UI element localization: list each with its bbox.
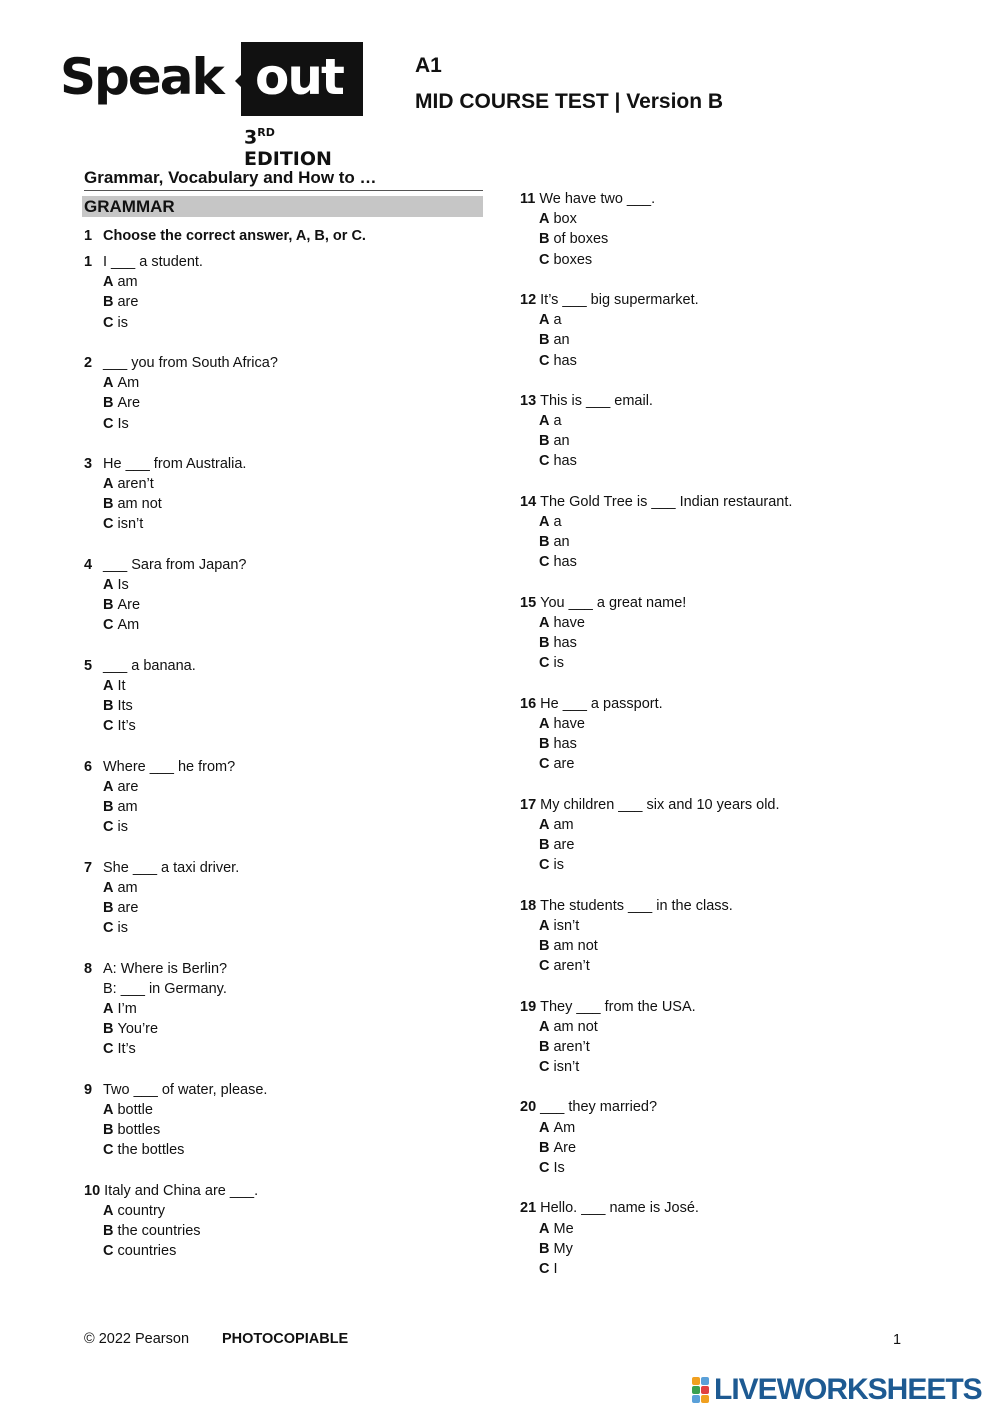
question-text: Two ___ of water, please. xyxy=(103,1081,268,1098)
option-letter: A xyxy=(103,577,114,593)
question-17 xyxy=(520,795,792,876)
option-text: It’s xyxy=(117,1041,136,1058)
question-text: B: ___ in Germany. xyxy=(103,980,227,997)
question-stem xyxy=(84,353,278,373)
answer-option[interactable] xyxy=(520,734,792,754)
exercise-instruction xyxy=(84,228,366,244)
answer-option[interactable] xyxy=(520,1037,792,1057)
question-stem xyxy=(84,1080,278,1100)
option-text: is xyxy=(117,920,128,937)
option-letter: B xyxy=(539,1038,550,1055)
option-letter: C xyxy=(103,415,114,432)
grammar-heading: GRAMMAR xyxy=(82,196,483,217)
question-15 xyxy=(520,593,792,674)
question-19 xyxy=(520,997,792,1078)
answer-option[interactable] xyxy=(84,898,278,918)
option-text: Are xyxy=(553,1139,577,1156)
question-12 xyxy=(520,290,792,371)
answer-option[interactable] xyxy=(84,1140,278,1160)
question-stem xyxy=(84,858,278,878)
option-text: have xyxy=(553,715,585,732)
option-letter: B xyxy=(103,496,114,513)
liveworksheets-text: LIVEWORKSHEETS xyxy=(714,1373,982,1406)
answer-option[interactable] xyxy=(84,272,278,292)
question-13 xyxy=(520,391,792,472)
question-text: He ___ from Australia. xyxy=(103,455,247,472)
option-text: bottles xyxy=(117,1122,161,1139)
instruction-number: 1 xyxy=(84,228,93,244)
question-21 xyxy=(520,1198,792,1279)
question-stem xyxy=(84,252,278,272)
option-letter: B xyxy=(539,837,550,853)
answer-option[interactable] xyxy=(520,633,792,653)
question-1 xyxy=(84,252,278,333)
answer-option[interactable] xyxy=(84,313,278,333)
option-text: Are xyxy=(117,395,141,412)
question-number: 8 xyxy=(84,960,93,977)
question-stem xyxy=(520,896,792,916)
option-letter: A xyxy=(539,816,550,833)
option-text: is xyxy=(117,819,128,836)
option-letter: C xyxy=(103,314,114,331)
answer-option[interactable] xyxy=(520,1118,792,1138)
answer-option[interactable] xyxy=(520,855,792,875)
answer-option[interactable] xyxy=(520,613,792,633)
answer-option[interactable] xyxy=(84,514,278,534)
option-letter: C xyxy=(539,554,550,571)
option-letter: A xyxy=(539,1119,550,1136)
answer-option[interactable] xyxy=(84,878,278,898)
option-text: aren’t xyxy=(553,958,590,975)
answer-option[interactable] xyxy=(84,777,278,797)
answer-option[interactable] xyxy=(520,451,792,471)
option-letter: A xyxy=(103,274,114,291)
question-9 xyxy=(84,1080,278,1161)
option-text: I’m xyxy=(117,1000,137,1017)
answer-option[interactable] xyxy=(84,999,278,1019)
copyright: © 2022 Pearson xyxy=(84,1331,190,1347)
questions-right-column xyxy=(520,189,792,1299)
question-text: A: Where is Berlin? xyxy=(103,960,228,977)
answer-option[interactable] xyxy=(84,918,278,938)
option-letter: B xyxy=(539,332,550,349)
question-text: He ___ a passport. xyxy=(540,695,663,712)
question-stem xyxy=(84,656,278,676)
question-text: The students ___ in the class. xyxy=(540,897,733,914)
option-text: country xyxy=(117,1202,166,1219)
option-text: has xyxy=(553,736,577,753)
option-text: are xyxy=(117,294,139,311)
option-letter: B xyxy=(539,433,550,450)
option-text: am xyxy=(117,879,138,896)
option-letter: C xyxy=(539,1160,550,1176)
question-stem xyxy=(520,492,792,512)
logo-edition: 3RD EDITION xyxy=(244,126,332,171)
speakout-logo xyxy=(60,42,365,171)
answer-option[interactable] xyxy=(520,411,792,431)
question-text: She ___ a taxi driver. xyxy=(103,859,240,876)
option-letter: B xyxy=(103,698,114,715)
photocopiable-label: PHOTOCOPIABLE xyxy=(222,1331,349,1347)
question-10 xyxy=(84,1181,278,1262)
option-letter: A xyxy=(539,614,550,631)
option-letter: B xyxy=(103,1223,114,1239)
option-letter: C xyxy=(539,453,550,470)
option-letter: A xyxy=(539,917,550,934)
option-text: an xyxy=(553,332,570,349)
option-text: Its xyxy=(117,698,133,715)
answer-option[interactable] xyxy=(84,373,278,393)
answer-option[interactable] xyxy=(520,916,792,936)
question-20 xyxy=(520,1097,792,1178)
answer-option[interactable] xyxy=(84,716,278,736)
option-letter: B xyxy=(103,1122,114,1139)
answer-option[interactable] xyxy=(84,696,278,716)
question-text: You ___ a great name! xyxy=(540,594,687,611)
option-text: Is xyxy=(553,1160,565,1176)
option-letter: C xyxy=(103,1041,114,1058)
question-stem xyxy=(520,290,792,310)
option-letter: C xyxy=(103,1142,114,1159)
page-number: 1 xyxy=(893,1332,902,1348)
option-text: am xyxy=(117,799,138,816)
question-number: 11 xyxy=(520,191,536,207)
option-letter: A xyxy=(539,514,550,530)
answer-option[interactable] xyxy=(520,229,792,249)
option-letter: C xyxy=(539,1260,550,1277)
option-text: has xyxy=(553,554,577,571)
logo-out-text: out xyxy=(255,48,343,106)
option-letter: C xyxy=(103,920,114,937)
option-text: are xyxy=(553,837,575,853)
question-stem xyxy=(84,1181,278,1201)
question-number: 7 xyxy=(84,859,93,876)
option-letter: A xyxy=(539,1220,550,1237)
question-number: 19 xyxy=(520,998,537,1015)
question-text: ___ Sara from Japan? xyxy=(103,556,247,573)
option-text: are xyxy=(117,778,139,795)
question-text: They ___ from the USA. xyxy=(540,998,696,1015)
option-text: is xyxy=(553,857,564,874)
option-letter: A xyxy=(539,413,550,430)
answer-option[interactable] xyxy=(84,615,278,635)
answer-option[interactable] xyxy=(520,956,792,976)
question-number: 9 xyxy=(84,1081,93,1098)
answer-option[interactable] xyxy=(84,393,278,413)
answer-option[interactable] xyxy=(520,330,792,350)
question-text: My children ___ six and 10 years old. xyxy=(540,796,780,813)
option-text: am xyxy=(553,816,574,833)
option-letter: B xyxy=(539,1240,550,1257)
option-text: bottle xyxy=(117,1101,153,1118)
answer-option[interactable] xyxy=(84,1221,278,1241)
answer-option[interactable] xyxy=(84,1201,278,1221)
question-number: 16 xyxy=(520,695,537,712)
answer-option[interactable] xyxy=(84,474,278,494)
question-stem xyxy=(520,694,792,714)
option-letter: A xyxy=(103,778,114,795)
option-letter: B xyxy=(539,736,550,753)
option-letter: A xyxy=(103,1000,114,1017)
option-letter: C xyxy=(539,958,550,975)
option-letter: C xyxy=(103,617,114,634)
option-letter: C xyxy=(103,819,114,836)
option-text: is xyxy=(553,655,564,672)
question-2 xyxy=(84,353,278,434)
answer-option[interactable] xyxy=(520,1259,792,1279)
question-number: 4 xyxy=(84,556,93,573)
option-text: Are xyxy=(117,597,141,614)
question-text: We have two ___. xyxy=(539,191,656,207)
question-text: This is ___ email. xyxy=(540,392,653,409)
answer-option[interactable] xyxy=(84,575,278,595)
option-letter: A xyxy=(103,375,114,392)
option-letter: B xyxy=(539,635,550,652)
question-stem xyxy=(84,454,278,474)
answer-option[interactable] xyxy=(84,1241,278,1261)
answer-option[interactable] xyxy=(520,310,792,330)
question-number: 14 xyxy=(520,493,537,510)
question-text: ___ they married? xyxy=(540,1099,658,1116)
question-11 xyxy=(520,189,792,270)
option-letter: C xyxy=(539,857,550,874)
option-text: boxes xyxy=(553,251,593,268)
question-stem xyxy=(84,979,278,999)
option-letter: C xyxy=(539,352,550,369)
option-text: has xyxy=(553,453,577,470)
option-text: is xyxy=(117,314,128,331)
question-text: ___ you from South Africa? xyxy=(103,354,278,371)
answer-option[interactable] xyxy=(84,595,278,615)
question-number: 21 xyxy=(520,1200,537,1217)
question-7 xyxy=(84,858,278,939)
question-stem xyxy=(520,593,792,613)
option-text: am not xyxy=(117,496,162,513)
question-stem xyxy=(520,997,792,1017)
option-letter: C xyxy=(539,756,550,773)
answer-option[interactable] xyxy=(84,817,278,837)
answer-option[interactable] xyxy=(520,1219,792,1239)
option-text: You’re xyxy=(117,1021,159,1038)
question-number: 12 xyxy=(520,291,537,308)
option-letter: B xyxy=(103,294,114,311)
question-number: 2 xyxy=(84,354,93,371)
answer-option[interactable] xyxy=(84,1019,278,1039)
answer-option[interactable] xyxy=(84,676,278,696)
answer-option[interactable] xyxy=(84,292,278,312)
option-letter: C xyxy=(103,1243,114,1260)
option-letter: A xyxy=(103,1101,114,1118)
option-text: Me xyxy=(553,1220,574,1237)
answer-option[interactable] xyxy=(520,1057,792,1077)
option-letter: A xyxy=(103,1202,114,1219)
question-3 xyxy=(84,454,278,535)
option-letter: C xyxy=(539,1059,550,1076)
instruction-text: Choose the correct answer, A, B, or C. xyxy=(103,228,366,244)
answer-option[interactable] xyxy=(520,936,792,956)
question-number: 15 xyxy=(520,594,537,611)
answer-option[interactable] xyxy=(520,552,792,572)
option-text: aren’t xyxy=(117,476,154,493)
option-text: the countries xyxy=(117,1223,201,1239)
option-text: aren’t xyxy=(553,1038,590,1055)
answer-option[interactable] xyxy=(84,414,278,434)
option-text: am xyxy=(117,274,138,291)
question-8 xyxy=(84,959,278,1060)
option-text: It’s xyxy=(117,718,136,735)
question-stem xyxy=(84,757,278,777)
question-text: Where ___ he from? xyxy=(103,758,236,775)
option-text: of boxes xyxy=(553,231,609,248)
option-text: an xyxy=(553,433,570,450)
option-text: Am xyxy=(117,617,140,634)
option-letter: A xyxy=(103,677,114,694)
question-number: 10 xyxy=(84,1182,101,1199)
option-text: a xyxy=(553,413,562,430)
option-letter: C xyxy=(539,251,550,268)
answer-option[interactable] xyxy=(84,797,278,817)
question-number: 13 xyxy=(520,392,537,409)
option-text: Am xyxy=(117,375,140,392)
option-text: are xyxy=(553,756,575,773)
question-16 xyxy=(520,694,792,775)
option-text: Am xyxy=(553,1119,576,1136)
option-letter: B xyxy=(539,231,550,248)
answer-option[interactable] xyxy=(520,1158,792,1178)
answer-option[interactable] xyxy=(84,1120,278,1140)
answer-option[interactable] xyxy=(84,1039,278,1059)
liveworksheets-icon xyxy=(692,1377,710,1403)
question-text: The Gold Tree is ___ Indian restaurant. xyxy=(540,493,793,510)
question-text: I ___ a student. xyxy=(103,254,203,270)
question-text: Italy and China are ___. xyxy=(104,1182,259,1199)
question-stem xyxy=(520,189,792,209)
answer-option[interactable] xyxy=(520,512,792,532)
option-text: Is xyxy=(117,577,129,593)
answer-option[interactable] xyxy=(520,714,792,734)
answer-option[interactable] xyxy=(520,815,792,835)
option-text: It xyxy=(117,677,126,694)
question-18 xyxy=(520,896,792,977)
answer-option[interactable] xyxy=(84,494,278,514)
answer-option[interactable] xyxy=(520,1138,792,1158)
option-text: are xyxy=(117,900,139,916)
option-letter: B xyxy=(103,799,114,816)
answer-option[interactable] xyxy=(520,1239,792,1259)
option-text: a xyxy=(553,514,562,530)
option-text: has xyxy=(553,352,577,369)
option-text: isn’t xyxy=(117,516,144,533)
question-number: 6 xyxy=(84,758,93,775)
option-letter: A xyxy=(539,715,550,732)
option-letter: A xyxy=(539,1018,550,1035)
option-letter: C xyxy=(103,516,114,533)
answer-option[interactable] xyxy=(84,1100,278,1120)
question-stem xyxy=(84,959,278,979)
option-text: has xyxy=(553,635,577,652)
answer-option[interactable] xyxy=(520,653,792,673)
question-4 xyxy=(84,555,278,636)
option-text: Is xyxy=(117,415,129,432)
option-text: an xyxy=(553,534,570,551)
question-number: 1 xyxy=(84,254,93,270)
question-number: 3 xyxy=(84,455,93,472)
question-stem xyxy=(520,1097,792,1117)
question-6 xyxy=(84,757,278,838)
answer-option[interactable] xyxy=(520,250,792,270)
option-letter: A xyxy=(103,879,114,896)
option-letter: C xyxy=(103,718,114,735)
question-number: 17 xyxy=(520,796,537,813)
question-text: Hello. ___ name is José. xyxy=(540,1200,699,1217)
question-number: 18 xyxy=(520,897,537,914)
option-text: box xyxy=(553,211,577,228)
option-text: I xyxy=(553,1260,558,1277)
option-text: isn’t xyxy=(553,1059,580,1076)
option-text: countries xyxy=(117,1243,177,1260)
option-text: am not xyxy=(553,1018,598,1035)
question-text: It’s ___ big supermarket. xyxy=(540,291,699,308)
answer-option[interactable] xyxy=(520,532,792,552)
answer-option[interactable] xyxy=(520,754,792,774)
option-text: the bottles xyxy=(117,1142,185,1159)
option-letter: A xyxy=(539,312,550,329)
question-number: 20 xyxy=(520,1099,537,1116)
option-letter: B xyxy=(539,1139,550,1156)
option-text: a xyxy=(553,312,562,329)
test-title: MID COURSE TEST | Version B xyxy=(415,90,724,113)
question-stem xyxy=(520,391,792,411)
question-14 xyxy=(520,492,792,573)
option-text: My xyxy=(553,1240,573,1257)
question-stem xyxy=(520,1198,792,1218)
option-text: have xyxy=(553,614,585,631)
logo-speak-text: Speak xyxy=(60,48,223,106)
option-letter: A xyxy=(539,211,550,228)
answer-option[interactable] xyxy=(520,431,792,451)
answer-option[interactable] xyxy=(520,351,792,371)
option-letter: B xyxy=(103,597,114,614)
question-5 xyxy=(84,656,278,737)
question-number: 5 xyxy=(84,657,93,674)
level-label: A1 xyxy=(415,54,442,77)
option-letter: B xyxy=(539,534,550,551)
option-letter: B xyxy=(103,900,114,916)
option-text: isn’t xyxy=(553,917,580,934)
questions-left-column xyxy=(84,252,278,1282)
answer-option[interactable] xyxy=(520,835,792,855)
option-letter: B xyxy=(103,395,114,412)
section-title: Grammar, Vocabulary and How to … xyxy=(84,168,483,191)
option-letter: A xyxy=(103,476,114,493)
option-text: am not xyxy=(553,937,598,954)
answer-option[interactable] xyxy=(520,1017,792,1037)
question-stem xyxy=(520,795,792,815)
answer-option[interactable] xyxy=(520,209,792,229)
option-letter: B xyxy=(103,1021,114,1038)
question-text: ___ a banana. xyxy=(103,657,196,674)
option-letter: C xyxy=(539,655,550,672)
question-stem xyxy=(84,555,278,575)
option-letter: B xyxy=(539,937,550,954)
